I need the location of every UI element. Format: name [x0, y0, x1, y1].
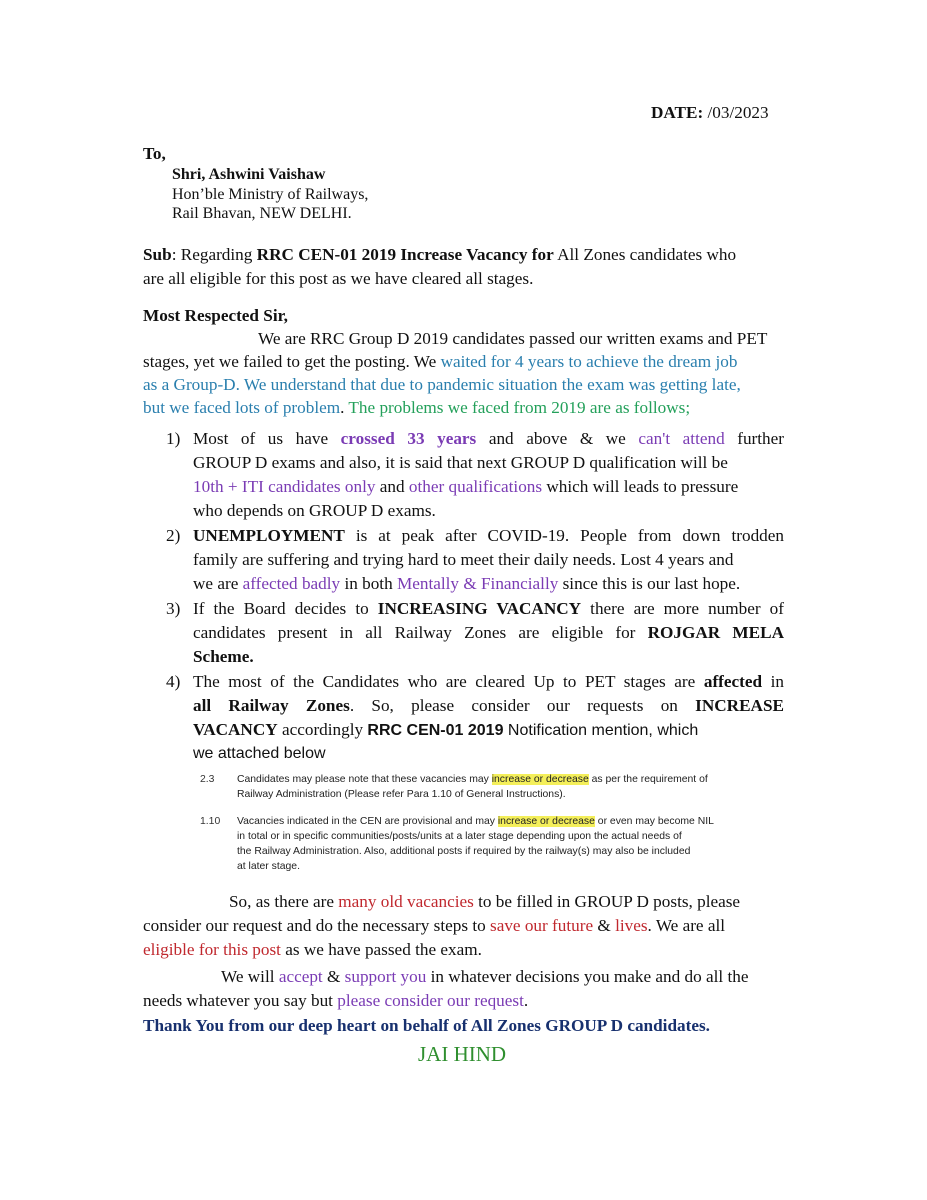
highlight-increase-decrease: increase or decrease — [491, 774, 589, 785]
point-2-line-2: family are suffering and trying hard to meet their daily needs. Lost 4 years and — [193, 550, 734, 569]
closing-line-5: needs whatever you say but please consider our request. — [143, 991, 529, 1010]
point-1-number: 1) — [166, 429, 181, 448]
point-1-line-2: GROUP D exams and also, it is said that next GROUP D qualification will be — [193, 453, 728, 472]
notice-2-index: 1.10 — [200, 816, 221, 827]
recipient-name: Shri, Ashwini Vaishaw — [172, 166, 326, 183]
closing-line-1: So, as there are many old vacancies to be filled in GROUP D posts, please — [229, 892, 741, 911]
point-2-line-1: UNEMPLOYMENT is at peak after COVID-19. People from down trodden — [193, 526, 784, 545]
to-label: To, — [143, 144, 166, 163]
subject-label: Sub — [143, 245, 172, 264]
closing-line-2: consider our request and do the necessary steps to save our future & lives. We are all — [143, 916, 726, 935]
jai-hind: JAI HIND — [418, 1042, 507, 1066]
point-4-line-4: we attached below — [193, 745, 326, 762]
point-3-line-1: If the Board decides to INCREASING VACANCY there are more number of — [193, 599, 784, 618]
notice-2-line-2: in total or in specific communities/posts/units at a later stage depending upon the actual needs of — [237, 831, 682, 842]
highlight-increase-decrease: increase or decrease — [497, 816, 595, 827]
recipient-line-3: Rail Bhavan, NEW DELHI. — [172, 205, 352, 222]
notice-2-line-4: at later stage. — [237, 861, 300, 872]
point-1-line-3: 10th + ITI candidates only and other qualifications which will leads to pressure — [193, 477, 739, 496]
point-4-line-3: VACANCY accordingly RRC CEN-01 2019 Notification mention, which — [193, 720, 699, 739]
date-value: /03/2023 — [707, 103, 769, 122]
point-1-line-4: who depends on GROUP D exams. — [193, 501, 436, 520]
subject-line-2: are all eligible for this post as we have cleared all stages. — [143, 269, 534, 288]
point-3-number: 3) — [166, 599, 181, 618]
point-2-number: 2) — [166, 526, 181, 545]
intro-line-1: We are RRC Group D 2019 candidates passed our written exams and PET — [258, 329, 768, 348]
point-4-line-1: The most of the Candidates who are cleared Up to PET stages are affected in — [193, 672, 784, 691]
point-4-number: 4) — [166, 672, 181, 691]
subject-line-1: Sub: Regarding RRC CEN-01 2019 Increase Vacancy for All Zones candidates who — [143, 245, 737, 264]
date-label: DATE: — [651, 103, 704, 122]
point-4-line-2: all Railway Zones. So, please consider our requests on INCREASE — [193, 696, 784, 715]
notice-1-line-1: Candidates may please note that these vacancies may increase or decrease as per the requirement of — [237, 774, 708, 785]
point-3-line-3: Scheme. — [193, 647, 254, 666]
notice-1-index: 2.3 — [200, 774, 215, 785]
date-line — [651, 101, 769, 125]
point-2-line-3: we are affected badly in both Mentally & Financially since this is our last hope. — [193, 574, 741, 593]
notice-1-line-2: Railway Administration (Please refer Para 1.10 of General Instructions). — [237, 789, 566, 800]
recipient-line-2: Hon’ble Ministry of Railways, — [172, 186, 369, 203]
subject-highlight: RRC CEN-01 2019 Increase Vacancy for — [256, 245, 554, 264]
notice-2-line-1: Vacancies indicated in the CEN are provisional and may increase or decrease or even may become NIL — [237, 816, 714, 827]
point-3-line-2: candidates present in all Railway Zones are eligible for ROJGAR MELA — [193, 623, 784, 642]
closing-line-3: eligible for this post as we have passed the exam. — [143, 940, 482, 959]
point-1-line-1: Most of us have crossed 33 years and above & we can't attend further — [193, 429, 785, 448]
intro-line-3: as a Group-D. We understand that due to pandemic situation the exam was getting late, — [143, 375, 741, 394]
intro-line-4: but we faced lots of problem. The problems we faced from 2019 are as follows; — [143, 398, 691, 417]
thanks-line: Thank You from our deep heart on behalf of All Zones GROUP D candidates. — [143, 1016, 710, 1035]
salutation: Most Respected Sir, — [143, 306, 288, 325]
notice-2-line-3: the Railway Administration. Also, additional posts if required by the railway(s) may also be included — [237, 846, 691, 857]
intro-line-2: stages, yet we failed to get the posting. We waited for 4 years to achieve the dream job — [143, 352, 738, 371]
closing-line-4: We will accept & support you in whatever decisions you make and do all the — [221, 967, 749, 986]
